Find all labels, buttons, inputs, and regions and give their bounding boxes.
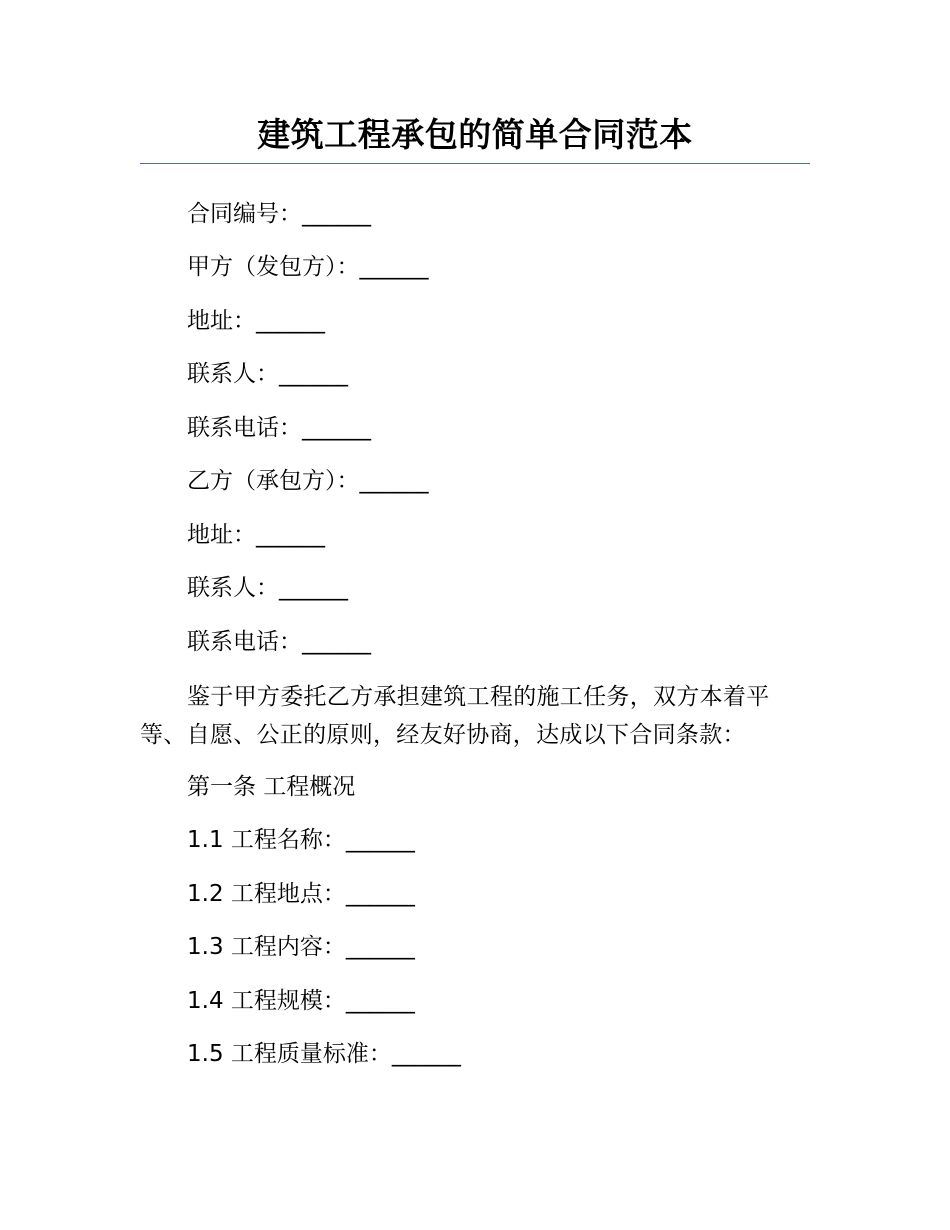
article-1-item-quality-standard: 1.5 工程质量标准：______	[187, 1041, 461, 1067]
article-1-item-project-location: 1.2 工程地点：______	[187, 881, 415, 907]
field-contract-number: 合同编号：______	[187, 201, 371, 227]
field-party-b: 乙方（承包方）：______	[187, 468, 429, 494]
field-party-b-contact: 联系人：______	[187, 575, 348, 601]
intro-paragraph: 鉴于甲方委托乙方承担建筑工程的施工任务，双方本着平等、自愿、公正的原则，经友好协商，达成以下合同条款：	[140, 684, 770, 748]
article-1-item-project-content: 1.3 工程内容：______	[187, 934, 415, 960]
field-party-a-contact: 联系人：______	[187, 361, 348, 387]
document-title: 建筑工程承包的简单合同范本	[257, 115, 693, 154]
field-party-a: 甲方（发包方）：______	[187, 254, 429, 280]
article-1-heading: 第一条 工程概况	[187, 774, 356, 800]
field-party-a-address: 地址：______	[187, 308, 325, 334]
article-1-item-project-scale: 1.4 工程规模：______	[187, 988, 415, 1014]
field-party-b-phone: 联系电话：______	[187, 629, 371, 655]
field-party-b-address: 地址：______	[187, 522, 325, 548]
field-party-a-phone: 联系电话：______	[187, 415, 371, 441]
article-1-item-project-name: 1.1 工程名称：______	[187, 827, 415, 853]
title-divider	[140, 163, 810, 164]
